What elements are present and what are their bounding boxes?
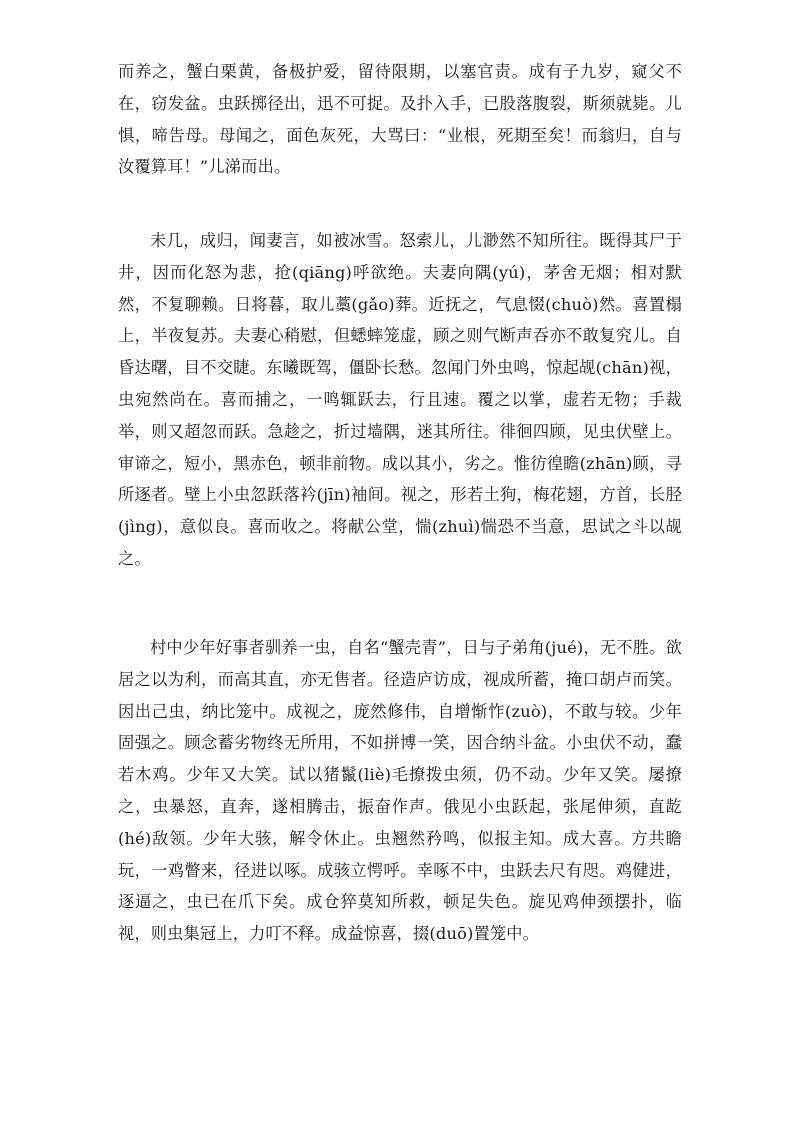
paragraph-2: 未几，成归，闻妻言，如被冰雪。怒索儿，儿渺然不知所往。既得其尸于井，因而化怒为悲，抢(qiāng)呼欲绝。夫妻向隅(yú)，茅舍无烟；相对默然，不复聊赖。日将暮，取儿藁(gǎo)葬。近抚之，气息惙(chuò)然。喜置榻上，半夜复苏。夫妻心稍慰，但蟋蟀笼虚，顾之则气断声吞亦不敢复究儿。自昏达曙，目不交睫。东曦既驾，僵卧长愁。忽闻门外虫鸣，惊起觇(chān)视，虫宛然尚在。喜而捕之，一鸣辄跃去，行且速。覆之以掌，虚若无物；手裁举，则又超忽而跃。急趁之，折过墙隅，迷其所往。徘徊四顾，见虫伏壁上。审谛之，短小，黑赤色，顿非前物。成以其小，劣之。惟彷徨瞻(zhān)顾，寻所逐者。壁上小虫忽跃落衿(jīn)袖间。视之，形若土狗，梅花翅，方首，长胫(jìng)，意似良。喜而收之。将献公堂，惴(zhuì)惴恐不当意，思试之斗以觇之。 bbox=[118, 231, 682, 568]
paragraph-1: 而养之，蟹白栗黄，备极护爱，留待限期，以塞官责。成有子九岁，窥父不在，窃发盆。虫跃掷径出，迅不可捉。及扑入手，已股落腹裂，斯须就毙。儿惧，啼告母。母闻之，面色灰死，大骂曰：“业根，死期至矣！而翁归，自与汝覆算耳！”儿涕而出。 bbox=[118, 62, 682, 177]
paragraph-3: 村中少年好事者驯养一虫，自名“蟹壳青”，日与子弟角(jué)，无不胜。欲居之以为利，而高其直，亦无售者。径造庐访成，视成所蓄，掩口胡卢而笑。因出己虫，纳比笼中。成视之，庞然修伟，自增惭怍(zuò)，不敢与较。少年固强之。顾念蓄劣物终无所用，不如拼博一笑，因合纳斗盆。小虫伏不动，蠢若木鸡。少年又大笑。试以猪鬣(liè)毛撩拨虫须，仍不动。少年又笑。屡撩之，虫暴怒，直奔，遂相腾击，振奋作声。俄见小虫跃起，张尾伸须，直龁(hé)敌领。少年大骇，解令休止。虫翘然矜鸣，似报主知。成大喜。方共瞻玩，一鸡瞥来，径进以啄。成骇立愕呼。幸啄不中，虫跃去尺有咫。鸡健进，逐逼之，虫已在爪下矣。成仓猝莫知所救，顿足失色。旋见鸡伸颈摆扑，临视，则虫集冠上，力叮不释。成益惊喜，掇(duō)置笼中。 bbox=[118, 638, 682, 944]
